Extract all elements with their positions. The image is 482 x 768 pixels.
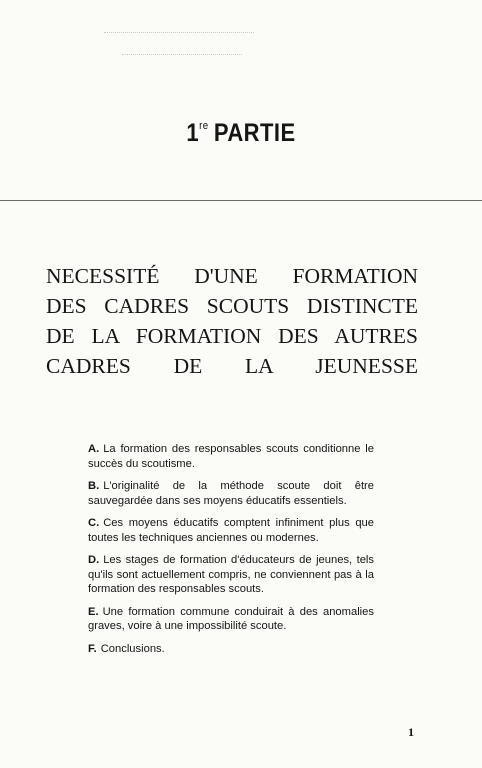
item-letter: E. <box>88 605 99 618</box>
heading-line: NECESSITÉ D'UNE FORMATION <box>46 264 418 288</box>
contents-list <box>88 442 374 664</box>
item-letter: D. <box>88 554 100 566</box>
item-text: Conclusions. <box>100 642 165 655</box>
item-letter: C. <box>88 517 100 529</box>
horizontal-rule <box>0 200 482 201</box>
heading-line: DES CADRES SCOUTS DISTINCTE <box>46 294 418 318</box>
item-letter: A. <box>88 443 100 455</box>
section-heading <box>46 261 418 381</box>
heading-line: DE LA FORMATION DES AUTRES <box>46 324 418 348</box>
contents-item <box>88 442 374 471</box>
contents-item <box>88 553 374 597</box>
part-number-suffix: re <box>199 120 209 132</box>
part-number: 1 <box>186 119 200 147</box>
part-title <box>29 119 453 148</box>
faint-bleedthrough-mark <box>104 32 254 33</box>
item-text: Ces moyens éducatifs comptent infiniment plus que toutes les techniques anciennes ou modernes. <box>88 517 374 544</box>
faint-bleedthrough-mark <box>122 54 242 55</box>
item-text: Une formation commune conduirait à des anomalies graves, voire à une impossibilité scoute. <box>88 605 374 632</box>
item-letter: F. <box>88 642 97 655</box>
item-text: La formation des responsables scouts conditionne le succès du scoutisme. <box>88 443 374 470</box>
contents-item <box>88 605 374 634</box>
item-letter: B. <box>88 480 100 492</box>
contents-item <box>88 642 374 657</box>
part-word: PARTIE <box>213 119 296 147</box>
item-text: Les stages de formation d'éducateurs de jeunes, tels qu'ils sont actuellement compris, ne conviennent pas à la formation des responsables scouts. <box>88 554 374 595</box>
item-text: L'originalité de la méthode scoute doit être sauvegardée dans ses moyens éducatifs essentiels. <box>88 480 374 507</box>
heading-line: CADRES DE LA JEUNESSE <box>46 354 418 378</box>
contents-item <box>88 516 374 545</box>
contents-item <box>88 479 374 508</box>
page-number: 1 <box>408 725 414 739</box>
